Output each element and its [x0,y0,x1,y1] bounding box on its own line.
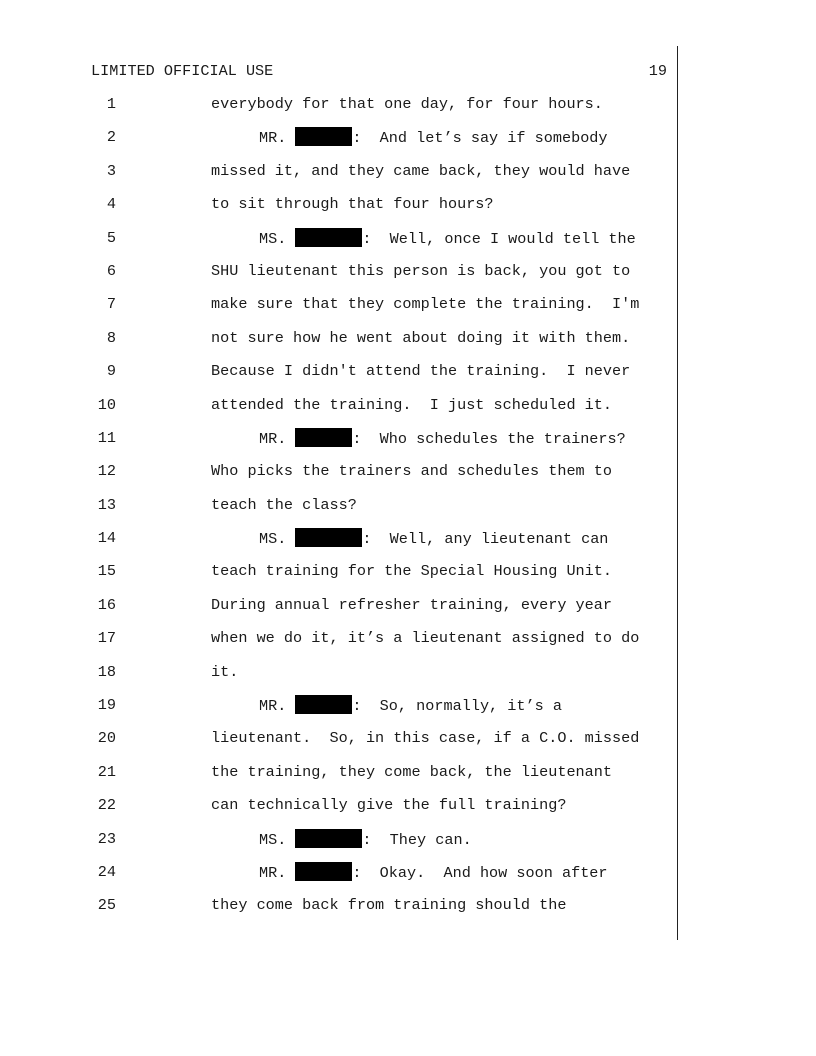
line-number: 21 [97,762,116,781]
redacted-name-box [295,528,362,547]
transcript-line [0,461,816,494]
line-number: 12 [97,462,116,481]
line-text: Because I didn't attend the training. I never [211,362,631,381]
speaker-label: MS. [259,530,287,549]
transcript-line [0,728,816,761]
line-number: 6 [106,261,116,280]
page-number: 19 [648,62,667,80]
line-text: when we do it, it’s a lieutenant assigned to do [211,629,640,648]
transcript-line [0,662,816,695]
line-text: the training, they come back, the lieutenant [211,762,613,781]
transcript-line [0,561,816,594]
spoken-text: : Well, once I would tell the [362,229,636,248]
line-number: 4 [106,195,116,214]
line-text: SHU lieutenant this person is back, you got to [211,261,631,280]
line-number: 24 [97,862,116,881]
speaker-line-text [259,862,608,883]
redacted-name-box [295,829,362,848]
transcript-line [0,294,816,327]
line-text: everybody for that one day, for four hours. [211,95,603,113]
speaker-line-text [259,829,472,850]
line-text: attended the training. I just scheduled it. [211,395,613,414]
speaker-label: MR. [259,129,287,148]
line-number: 20 [97,729,116,748]
transcript-line [0,895,816,928]
line-number: 15 [97,562,116,581]
transcript-line [0,361,816,394]
line-number: 11 [97,428,116,447]
speaker-label: MR. [259,863,287,882]
line-number: 1 [106,95,116,113]
line-text: make sure that they complete the training. I'm [211,295,640,314]
redacted-name-box [295,862,352,881]
speaker-label: MR. [259,429,287,448]
line-number: 18 [97,662,116,681]
line-text: teach the class? [211,495,357,514]
redacted-name-box [295,127,352,146]
transcript-line [0,228,816,261]
line-text: missed it, and they came back, they would have [211,161,631,180]
transcript-line [0,795,816,828]
transcript-line [0,428,816,461]
speaker-line-text [259,228,636,249]
transcript-line [0,127,816,160]
transcript-line [0,762,816,795]
line-number: 22 [97,796,116,815]
line-number: 17 [97,629,116,648]
line-text: they come back from training should the [211,896,567,915]
transcript-line [0,862,816,895]
line-number: 7 [106,295,116,314]
transcript-line [0,495,816,528]
transcript-line [0,595,816,628]
line-number: 25 [97,896,116,915]
transcript-line [0,261,816,294]
transcript-line [0,161,816,194]
transcript-lines [0,94,816,929]
spoken-text: : And let’s say if somebody [352,129,608,148]
spoken-text: : Okay. And how soon after [352,863,608,882]
redacted-name-box [295,428,352,447]
line-number: 8 [106,328,116,347]
line-number: 9 [106,362,116,381]
speaker-line-text [259,127,608,148]
spoken-text: : They can. [362,830,472,849]
redacted-name-box [295,695,352,714]
line-number: 10 [97,395,116,414]
speaker-line-text [259,428,626,449]
line-text: teach training for the Special Housing Unit. [211,562,613,581]
transcript-line [0,528,816,561]
speaker-label: MS. [259,229,287,248]
line-text: can technically give the full training? [211,796,567,815]
line-text: to sit through that four hours? [211,195,494,214]
line-number: 16 [97,595,116,614]
speaker-label: MS. [259,830,287,849]
line-number: 23 [97,829,116,848]
line-number: 19 [97,696,116,715]
transcript-line [0,829,816,862]
speaker-line-text [259,528,608,549]
line-text: lieutenant. So, in this case, if a C.O. missed [211,729,640,748]
spoken-text: : So, normally, it’s a [352,697,562,716]
transcript-line [0,194,816,227]
speaker-label: MR. [259,697,287,716]
transcript-line [0,94,816,127]
line-number: 14 [97,529,116,548]
line-text: not sure how he went about doing it with them. [211,328,631,347]
line-number: 2 [106,128,116,147]
line-text: During annual refresher training, every year [211,595,613,614]
redacted-name-box [295,228,362,247]
spoken-text: : Well, any lieutenant can [362,530,609,549]
transcript-line [0,695,816,728]
speaker-line-text [259,695,562,716]
line-text: Who picks the trainers and schedules them to [211,462,613,481]
spoken-text: : Who schedules the trainers? [352,429,626,448]
transcript-line [0,395,816,428]
transcript-line [0,328,816,361]
classification-header: LIMITED OFFICIAL USE [91,62,274,80]
line-number: 3 [106,161,116,180]
transcript-line [0,628,816,661]
line-text: it. [211,662,239,681]
line-number: 5 [106,228,116,247]
line-number: 13 [97,495,116,514]
